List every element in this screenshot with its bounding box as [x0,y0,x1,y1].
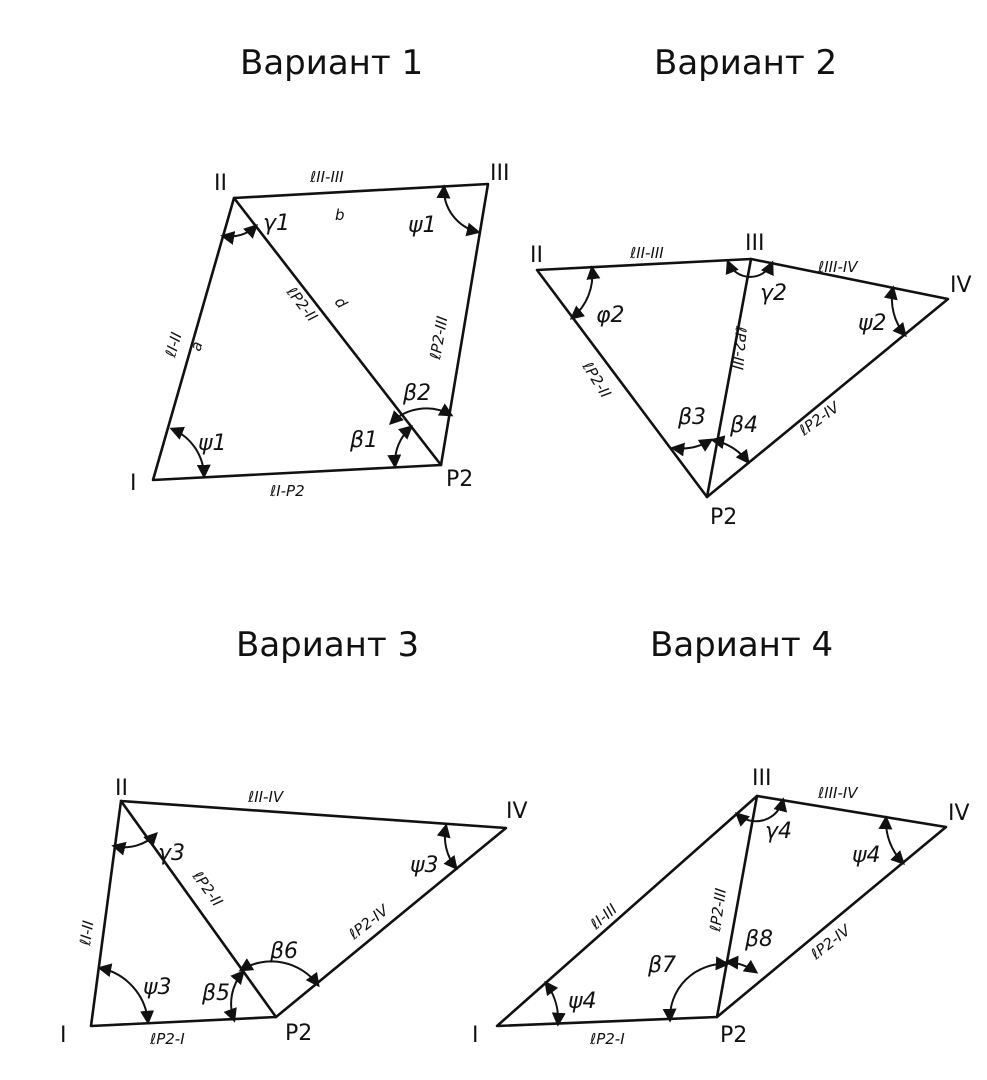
variant-3-label-l-P2-I: ℓP2-I [150,1030,185,1048]
variant-4-angle-gamma: γ4 [765,819,793,844]
variant-3-angle-beta-6: β6 [270,939,299,964]
variant-2-label-l-P2-IV: ℓP2-IV [795,398,843,440]
variant-2-title: Вариант 2 [654,43,838,83]
variant-1-angle-gamma: γ1 [263,211,291,236]
variant-1-arc-psi-top [444,187,478,232]
variant-4-label-l-P2-IV: ℓP2-IV [807,921,854,964]
variant-4-vertex-IV: IV [948,801,970,826]
variant-3-angle-gamma: γ3 [158,841,186,866]
variant-4-angle-psi: ψ4 [568,989,597,1014]
variant-3-vertex-II: II [115,776,128,801]
variant-3-vertex-I: I [60,1023,67,1048]
variant-4-arc-psi [546,983,558,1024]
variant-1-label-l-P2-II: ℓP2-II [282,283,322,326]
variant-4-angle-beta-8: β8 [745,927,774,952]
variant-2-angle-beta-4: β4 [730,413,759,438]
variant-2-angle-gamma: γ2 [760,281,788,306]
variant-4-label-l-III-IV: ℓIII-IV [818,784,858,802]
variant-3-vertex-P2: P2 [285,1021,313,1046]
variant-2-label-l-P2-III: ℓP2-III [728,325,750,371]
variant-2-vertex-P2: P2 [710,505,738,530]
variant-1-title: Вариант 1 [240,43,424,83]
variant-1-vertex-P2: P2 [446,467,474,492]
variant-3-angle-psi: ψ3 [143,975,172,1000]
variant-1-label-l-P2-III: ℓP2-III [426,314,452,361]
variant-3-label-l-P2-IV: ℓP2-IV [345,901,392,944]
variant-1-angle-psi-top: ψ1 [408,213,437,238]
variant-4-vertex-I: I [472,1023,479,1048]
variant-1-arc-gamma [223,226,256,237]
variant-2-arc-phi [572,268,592,318]
variant-2 [530,43,972,530]
variant-2-label-l-II-III: ℓII-III [630,244,664,262]
variant-3-arc-beta-6 [241,961,318,985]
variant-3-label-l-P2-II: ℓP2-II [188,867,227,910]
variant-3-angle-psi-top: ψ3 [410,853,439,878]
variant-4-arc-beta-8 [727,962,756,972]
variant-4 [472,625,970,1048]
variant-3-title: Вариант 3 [236,625,420,665]
variant-3-arc-psi-top [445,826,456,868]
variant-1-label-l-I-P2: ℓI-P2 [270,482,305,500]
variant-3-arc-psi [100,968,148,1022]
variant-1-vertex-I: I [130,471,137,496]
variant-2-angle-phi: φ2 [596,303,625,328]
variant-2-angle-psi: ψ2 [858,311,887,336]
variant-1-angle-beta-2: β2 [403,381,432,406]
variant-3 [60,625,528,1048]
variant-1-angle-psi: ψ1 [198,431,227,456]
variant-1-label-l-II-III: ℓII-III [310,168,344,186]
variant-1-angle-beta-1: β1 [350,428,379,453]
variant-2-label-l-III-IV: ℓIII-IV [818,258,858,276]
variant-1-vertex-II: II [214,171,227,196]
variant-2-arc-beta-4 [713,440,748,462]
variant-4-label-l-I-III: ℓI-III [586,900,621,934]
variant-3-label-l-I-II: ℓI-II [76,919,98,947]
variant-2-vertex-II: II [530,243,543,268]
variant-4-label-l-P2-III: ℓP2-III [706,886,731,933]
variant-4-angle-psi-top: ψ4 [852,843,881,868]
variant-4-title: Вариант 4 [650,625,834,665]
variant-3-vertex-IV: IV [506,799,528,824]
variant-2-angle-beta-3: β3 [678,405,707,430]
variant-1-label-b: b [335,206,345,224]
variant-3-label-l-II-IV: ℓII-IV [248,788,284,806]
variant-3-angle-beta-5: β5 [202,981,231,1006]
variant-1-diagonal-P2-II [234,198,441,465]
variant-4-vertex-P2: P2 [720,1023,748,1048]
variant-2-vertex-IV: IV [950,273,972,298]
variant-2-arc-psi [892,288,905,335]
variant-1-label-a: a [186,339,207,354]
variant-4-arc-psi-top [886,818,903,863]
variant-1-arc-beta-1 [395,427,411,466]
variant-2-vertex-III: III [745,231,765,256]
variant-2-label-l-P2-II: ℓP2-II [578,358,615,402]
variant-1-label-l-I-II: ℓI-II [161,330,186,360]
variant-2-diagonal-P2-III [707,259,751,497]
variant-4-label-l-P2-I: ℓP2-I [590,1030,625,1048]
variant-4-angle-beta-7: β7 [648,953,677,978]
variant-1-vertex-III: III [490,161,510,186]
variant-2-arc-beta-3 [673,440,711,449]
variant-1-label-d: d [330,293,351,312]
variant-4-vertex-III: III [752,766,772,791]
variant-1 [130,43,509,500]
variant-3-arc-beta-5 [231,972,243,1020]
